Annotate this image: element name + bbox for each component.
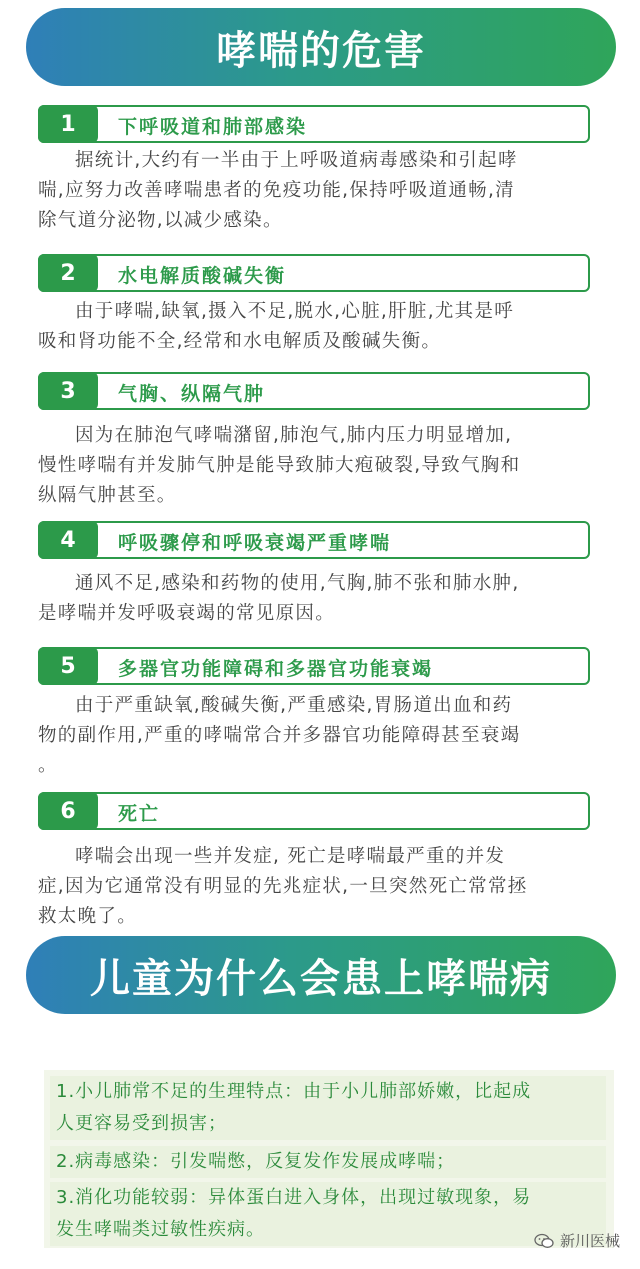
watermark-text: 新川医械 bbox=[559, 1232, 620, 1250]
watermark bbox=[534, 1230, 620, 1251]
banner-children-causes-title: 儿童为什么会患上哮喘病 bbox=[90, 955, 552, 1002]
section-2-text bbox=[38, 297, 598, 357]
banner-children-causes bbox=[26, 936, 616, 1014]
section-6-header bbox=[38, 792, 590, 830]
wechat-icon bbox=[534, 1233, 554, 1249]
reason-line-2: 人更容易受到损害； bbox=[50, 1108, 606, 1140]
section-1-header bbox=[38, 105, 590, 143]
section-2-number: 2 bbox=[38, 254, 98, 292]
section-5-header bbox=[38, 647, 590, 685]
section-1-title: 下呼吸道和肺部感染 bbox=[118, 116, 308, 138]
section-4-text bbox=[38, 569, 598, 629]
section-5-text bbox=[38, 691, 598, 781]
section-3-line-2: 慢性哮喘有并发肺气肿是能导致肺大疱破裂,导致气胸和 bbox=[38, 455, 521, 476]
section-4-title: 呼吸骤停和呼吸衰竭严重哮喘 bbox=[118, 532, 392, 554]
section-5-number: 5 bbox=[38, 647, 98, 685]
section-3-line-1: 因为在肺泡气哮喘潴留,肺泡气,肺内压力明显增加, bbox=[75, 425, 513, 446]
section-5-line-2: 物的副作用,严重的哮喘常合并多器官功能障碍甚至衰竭 bbox=[38, 725, 521, 746]
section-1-line-2: 喘,应努力改善哮喘患者的免疫功能,保持呼吸道通畅,清 bbox=[38, 180, 515, 201]
reason-line-3: 2.病毒感染：引发喘憋，反复发作发展成哮喘； bbox=[50, 1146, 606, 1178]
reason-line-5: 发生哮喘类过敏性疾病。 bbox=[50, 1214, 606, 1246]
banner-hazards-title: 哮喘的危害 bbox=[216, 27, 426, 74]
section-3-number: 3 bbox=[38, 372, 98, 410]
section-4-line-1: 通风不足,感染和药物的使用,气胸,肺不张和肺水肿, bbox=[75, 573, 520, 594]
reasons-box bbox=[44, 1070, 614, 1248]
section-4-header bbox=[38, 521, 590, 559]
banner-hazards bbox=[26, 8, 616, 86]
section-5-title: 多器官功能障碍和多器官功能衰竭 bbox=[118, 658, 434, 680]
reason-line-4: 3.消化功能较弱：异体蛋白进入身体，出现过敏现象，易 bbox=[50, 1182, 606, 1214]
section-1-number: 1 bbox=[38, 105, 98, 143]
section-1-line-3: 除气道分泌物,以减少感染。 bbox=[38, 210, 283, 231]
section-4-number: 4 bbox=[38, 521, 98, 559]
section-6-title: 死亡 bbox=[118, 803, 161, 825]
section-5-line-3: 。 bbox=[38, 755, 58, 776]
section-3-line-3: 纵隔气肿甚至。 bbox=[38, 485, 177, 506]
section-2-line-2: 吸和肾功能不全,经常和水电解质及酸碱失衡。 bbox=[38, 331, 442, 352]
section-6-line-2: 症,因为它通常没有明显的先兆症状,一旦突然死亡常常拯 bbox=[38, 876, 528, 897]
section-1-text bbox=[38, 146, 598, 236]
section-6-line-3: 救太晚了。 bbox=[38, 906, 138, 927]
section-1-line-1: 据统计,大约有一半由于上呼吸道病毒感染和引起哮 bbox=[75, 150, 518, 171]
section-3-header bbox=[38, 372, 590, 410]
section-6-number: 6 bbox=[38, 792, 98, 830]
reason-line-1: 1.小儿肺常不足的生理特点：由于小儿肺部娇嫩，比起成 bbox=[50, 1076, 606, 1108]
section-6-line-1: 哮喘会出现一些并发症, 死亡是哮喘最严重的并发 bbox=[75, 846, 506, 867]
section-6-text bbox=[38, 842, 598, 932]
section-2-line-1: 由于哮喘,缺氧,摄入不足,脱水,心脏,肝脏,尤其是呼 bbox=[75, 301, 515, 322]
section-5-line-1: 由于严重缺氧,酸碱失衡,严重感染,胃肠道出血和药 bbox=[75, 695, 513, 716]
section-4-line-2: 是哮喘并发呼吸衰竭的常见原因。 bbox=[38, 603, 336, 624]
section-2-title: 水电解质酸碱失衡 bbox=[118, 265, 287, 287]
section-3-text bbox=[38, 421, 598, 511]
section-2-header bbox=[38, 254, 590, 292]
section-3-title: 气胸、纵隔气肿 bbox=[118, 383, 266, 405]
